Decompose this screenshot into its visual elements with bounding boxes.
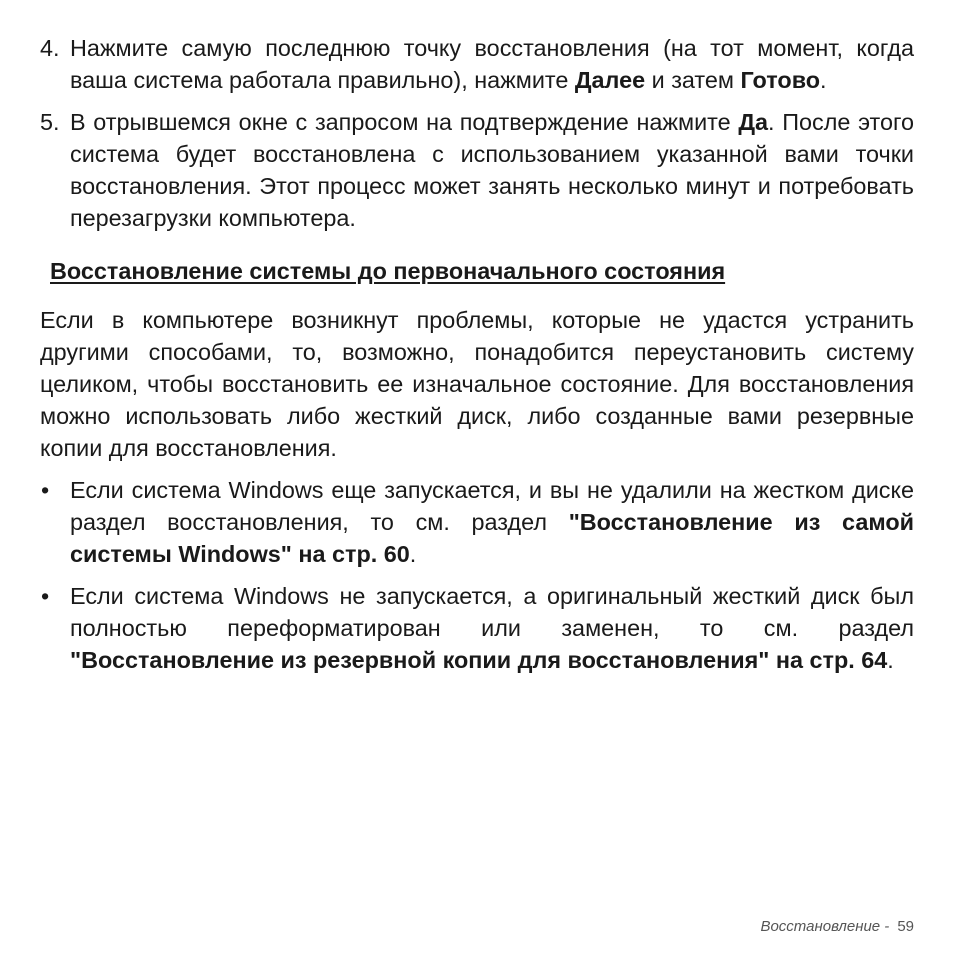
step-number: 4.: [40, 35, 60, 61]
cross-reference-link[interactable]: "Восстановление из резервной копии для восстановления" на стр. 64: [70, 647, 888, 673]
step-text: [70, 32, 914, 96]
bullet-item-windows-starts: [40, 474, 914, 570]
step-text: [70, 106, 914, 234]
bullet-text-part: Если система Windows еще запускается, и вы не удалили на жестком диске раздел восстановления, то см. раздел: [70, 477, 914, 535]
cross-reference-link[interactable]: "Восстановление из самой системы Windows" на стр. 60: [70, 509, 914, 567]
bullet-marker: •: [41, 583, 50, 609]
step-number: 5.: [40, 109, 60, 135]
page-footer: [760, 918, 914, 936]
step-text-part: Нажмите самую последнюю точку восстановления (на тот момент, когда ваша система работала правильно), нажмите: [70, 35, 914, 93]
next-label: Далее: [574, 67, 646, 93]
bullet-text-part: .: [409, 541, 417, 567]
intro-paragraph: Если в компьютере возникнут проблемы, которые не удастся устранить другими способами, то, возможно, понадобится переустановить систему целиком, чтобы восстановить ее изначальное состояние. Для восстановления можно использовать либо жесткий диск, либо созданные вами резервные копии для восстановления.: [40, 307, 914, 461]
page-number: 59: [897, 918, 914, 935]
bullet-text: [70, 474, 914, 570]
section-heading: Восстановление системы до первоначального состояния: [50, 258, 726, 284]
bullet-marker: •: [41, 477, 50, 503]
done-label: Готово: [740, 67, 821, 93]
footer-section-name: Восстановление -: [760, 918, 890, 935]
step-text-part: и затем: [645, 67, 741, 93]
step-text-part: В отрывшемся окне с запросом на подтверждение нажмите: [70, 109, 739, 135]
bullet-text-part: Если система Windows не запускается, а оригинальный жесткий диск был полностью переформатирован или заменен, то см. раздел: [70, 583, 914, 641]
bullet-text-part: .: [887, 647, 894, 673]
yes-label: Да: [738, 109, 769, 135]
step-5: [40, 106, 914, 234]
step-text-part: .: [820, 67, 827, 93]
bullet-text: [70, 580, 914, 676]
step-4: [40, 32, 914, 96]
step-text-part: . После этого система будет восстановлена с использованием указанной вами точки восстановления. Этот процесс может занять несколько минут и потребовать перезагрузки компьютера.: [70, 109, 914, 231]
bullet-item-windows-fails: [40, 580, 914, 676]
document-page: [40, 32, 914, 676]
